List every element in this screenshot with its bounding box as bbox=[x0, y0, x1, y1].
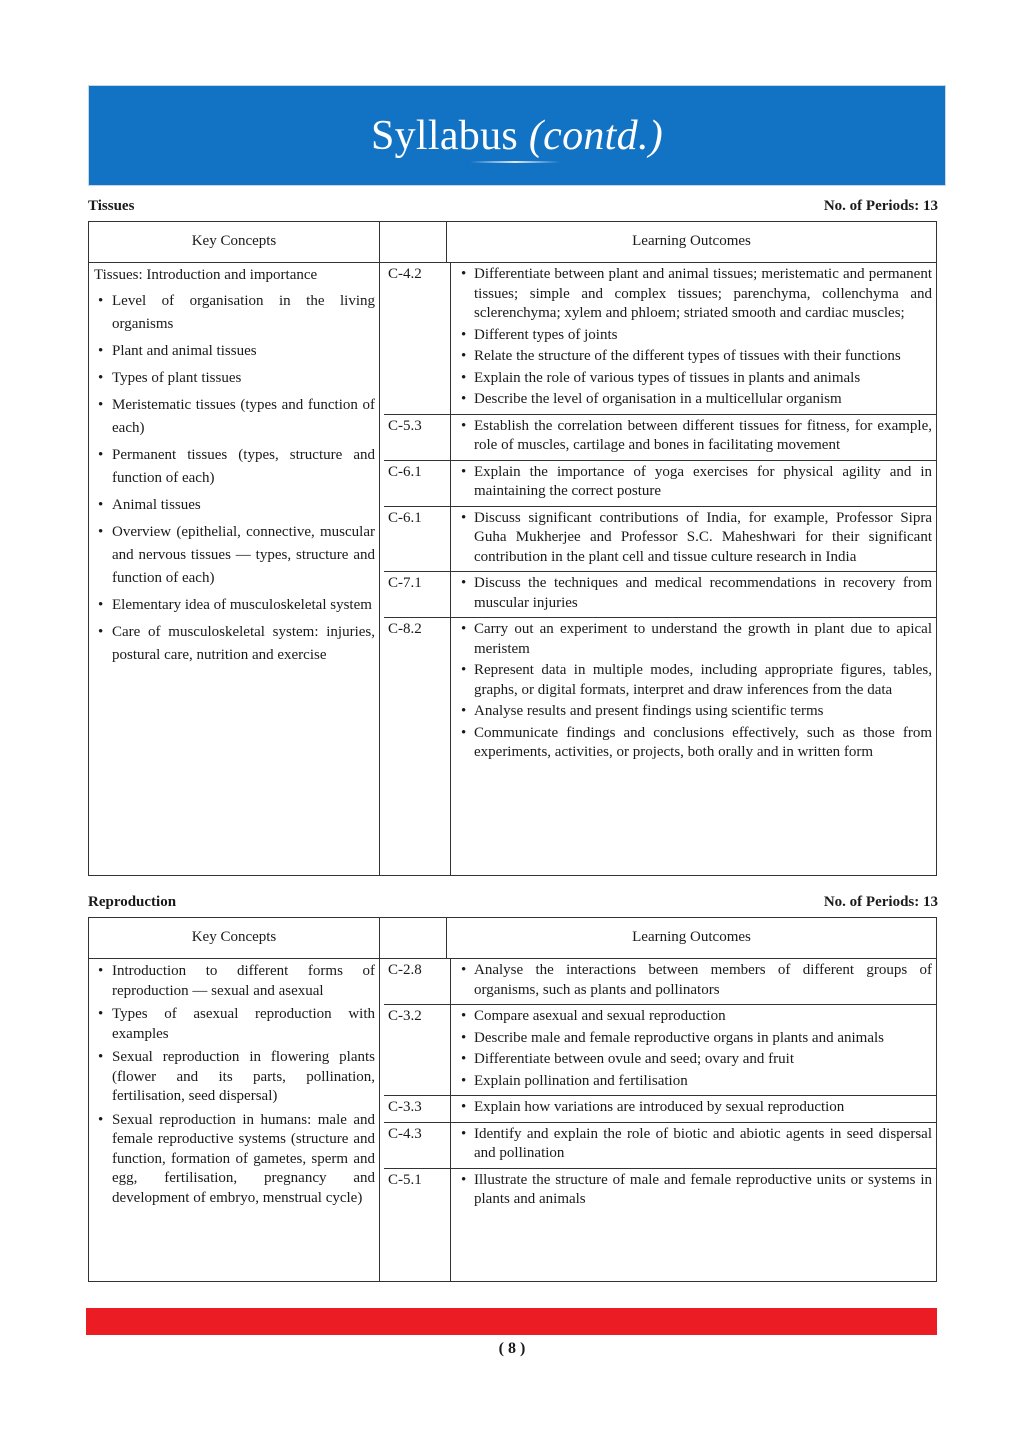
key-concept-item: • Overview (epithelial, connective, muscular and nervous tissues — types, structure and function of each) bbox=[94, 521, 375, 590]
curricular-code: C-5.3 bbox=[384, 415, 451, 460]
curricular-code: C-6.1 bbox=[384, 461, 451, 506]
key-concepts-header: Key Concepts bbox=[89, 918, 380, 959]
curricular-code: C-8.2 bbox=[384, 618, 451, 875]
curricular-code: C-5.1 bbox=[384, 1169, 451, 1282]
learning-outcome-item: • Discuss the techniques and medical recommendations in recovery from muscular injuries bbox=[457, 574, 932, 613]
curricular-code: C-3.3 bbox=[384, 1096, 451, 1122]
code-header bbox=[380, 918, 447, 959]
curricular-code: C-3.2 bbox=[384, 1005, 451, 1095]
learning-outcome-item: • Identify and explain the role of biotic and abiotic agents in seed dispersal and pollination bbox=[457, 1125, 932, 1164]
learning-outcomes-list bbox=[457, 1007, 932, 1091]
learning-outcomes-list bbox=[457, 1171, 932, 1210]
key-concept-item: • Elementary idea of musculoskeletal system bbox=[94, 594, 375, 617]
tissues-syllabus-table bbox=[88, 221, 937, 876]
key-concept-item: • Care of musculoskeletal system: injuries, postural care, nutrition and exercise bbox=[94, 621, 375, 667]
learning-outcomes-list bbox=[457, 1125, 932, 1164]
key-concepts-header: Key Concepts bbox=[89, 222, 380, 263]
learning-outcome-item: • Different types of joints bbox=[457, 326, 932, 346]
learning-outcome-item: • Analyse the interactions between members of different groups of organisms, such as plants and pollinators bbox=[457, 961, 932, 1000]
learning-outcome-item: • Explain pollination and fertilisation bbox=[457, 1072, 932, 1092]
learning-outcome-item: • Illustrate the structure of male and female reproductive units or systems in plants and animals bbox=[457, 1171, 932, 1210]
curricular-code: C-6.1 bbox=[384, 507, 451, 572]
title-italic: (contd.) bbox=[528, 112, 664, 159]
learning-outcome-item: • Explain how variations are introduced by sexual reproduction bbox=[457, 1098, 932, 1118]
page-title bbox=[371, 112, 663, 160]
key-concept-item: • Animal tissues bbox=[94, 494, 375, 517]
reproduction-unit-title: Reproduction bbox=[88, 894, 177, 910]
tissues-concepts-list bbox=[94, 290, 375, 667]
page-number: ( 8 ) bbox=[498, 1340, 526, 1357]
outcome-group-row bbox=[384, 1096, 936, 1123]
title-banner bbox=[88, 85, 946, 186]
key-concept-item: • Plant and animal tissues bbox=[94, 340, 375, 363]
key-concept-item: • Sexual reproduction in humans: male and female reproductive systems (structure and function, formation of gametes, sperm and egg, fertilisation, pregnancy and development of embryo, menstrual cycle) bbox=[94, 1111, 375, 1209]
learning-outcomes-header: Learning Outcomes bbox=[447, 918, 937, 959]
key-concept-item: • Level of organisation in the living organisms bbox=[94, 290, 375, 336]
learning-outcomes-list bbox=[457, 509, 932, 568]
learning-outcome-item: • Carry out an experiment to understand the growth in plant due to apical meristem bbox=[457, 620, 932, 659]
outcome-group-row bbox=[384, 461, 936, 507]
learning-outcomes-list bbox=[457, 417, 932, 456]
tissues-unit-title: Tissues bbox=[88, 198, 135, 214]
tissues-intro: Tissues: Introduction and importance bbox=[94, 267, 318, 283]
curricular-code: C-4.2 bbox=[384, 263, 451, 414]
outcome-group-row bbox=[384, 1169, 936, 1282]
key-concept-item: • Meristematic tissues (types and function of each) bbox=[94, 394, 375, 440]
learning-outcome-item: • Describe male and female reproductive organs in plants and animals bbox=[457, 1029, 932, 1049]
outcome-group-row bbox=[384, 1123, 936, 1169]
learning-outcome-item: • Establish the correlation between different tissues for fitness, for example, role of muscles, cartilage and bones in facilitating movement bbox=[457, 417, 932, 456]
reproduction-syllabus-table bbox=[88, 917, 937, 1282]
learning-outcome-item: • Communicate findings and conclusions effectively, such as those from experiments, activities, or projects, both orally and in written form bbox=[457, 724, 932, 763]
outcome-group-row bbox=[384, 618, 936, 875]
outcome-group-row bbox=[384, 263, 936, 415]
reproduction-periods: No. of Periods: 13 bbox=[823, 894, 938, 910]
learning-outcomes-list bbox=[457, 574, 932, 613]
learning-outcome-item: • Explain the role of various types of tissues in plants and animals bbox=[457, 369, 932, 389]
outcome-group-row bbox=[384, 959, 936, 1005]
footer-red-bar bbox=[86, 1308, 937, 1335]
outcome-group-row bbox=[384, 507, 936, 573]
outcome-group-row bbox=[384, 1005, 936, 1096]
code-header bbox=[380, 222, 447, 263]
tissues-periods: No. of Periods: 13 bbox=[823, 198, 938, 214]
learning-outcomes-list bbox=[457, 1098, 932, 1118]
key-concept-item: • Sexual reproduction in flowering plants (flower and its parts, pollination, fertilisation, seed dispersal) bbox=[94, 1048, 375, 1107]
key-concept-item: • Introduction to different forms of reproduction — sexual and asexual bbox=[94, 962, 375, 1001]
reproduction-outcome-groups-cell bbox=[380, 959, 937, 1282]
learning-outcome-item: • Differentiate between ovule and seed; ovary and fruit bbox=[457, 1050, 932, 1070]
key-concept-item: • Types of asexual reproduction with examples bbox=[94, 1005, 375, 1044]
learning-outcome-item: • Explain the importance of yoga exercises for physical agility and in maintaining the correct posture bbox=[457, 463, 932, 502]
reproduction-section-header bbox=[88, 894, 938, 911]
learning-outcome-item: • Describe the level of organisation in a multicellular organism bbox=[457, 390, 932, 410]
learning-outcome-item: • Relate the structure of the different types of tissues with their functions bbox=[457, 347, 932, 367]
key-concept-item: • Permanent tissues (types, structure and function of each) bbox=[94, 444, 375, 490]
learning-outcome-item: • Compare asexual and sexual reproduction bbox=[457, 1007, 932, 1027]
curricular-code: C-2.8 bbox=[384, 959, 451, 1004]
reproduction-concepts-list bbox=[94, 962, 375, 1208]
curricular-code: C-4.3 bbox=[384, 1123, 451, 1168]
learning-outcomes-list bbox=[457, 463, 932, 502]
key-concept-item: • Types of plant tissues bbox=[94, 367, 375, 390]
learning-outcome-item: • Represent data in multiple modes, including appropriate figures, tables, graphs, or digital formats, interpret and draw inferences from the data bbox=[457, 661, 932, 700]
title-underline-decoration bbox=[470, 161, 560, 163]
tissues-key-concepts-cell bbox=[89, 263, 380, 876]
tissues-outcome-groups bbox=[384, 263, 936, 875]
reproduction-key-concepts-cell bbox=[89, 959, 380, 1282]
title-main: Syllabus bbox=[370, 112, 519, 159]
reproduction-outcome-groups bbox=[384, 959, 936, 1281]
learning-outcome-item: • Discuss significant contributions of India, for example, Professor Sipra Guha Mukherjee and Professor S.C. Maheshwari for their significant contribution in the plant cell and tissue culture research in India bbox=[457, 509, 932, 568]
learning-outcome-item: • Differentiate between plant and animal tissues; meristematic and permanent tissues; simple and complex tissues; parenchyma, collenchyma and sclerenchyma; xylem and phloem; striated smooth and cardiac muscles; bbox=[457, 265, 932, 324]
learning-outcomes-list bbox=[457, 620, 932, 763]
outcome-group-row bbox=[384, 572, 936, 618]
learning-outcomes-list bbox=[457, 961, 932, 1000]
curricular-code: C-7.1 bbox=[384, 572, 451, 617]
outcome-group-row bbox=[384, 415, 936, 461]
tissues-section-header bbox=[88, 198, 938, 215]
tissues-outcome-groups-cell bbox=[380, 263, 937, 876]
learning-outcomes-list bbox=[457, 265, 932, 410]
learning-outcomes-header: Learning Outcomes bbox=[447, 222, 937, 263]
learning-outcome-item: • Analyse results and present findings using scientific terms bbox=[457, 702, 932, 722]
